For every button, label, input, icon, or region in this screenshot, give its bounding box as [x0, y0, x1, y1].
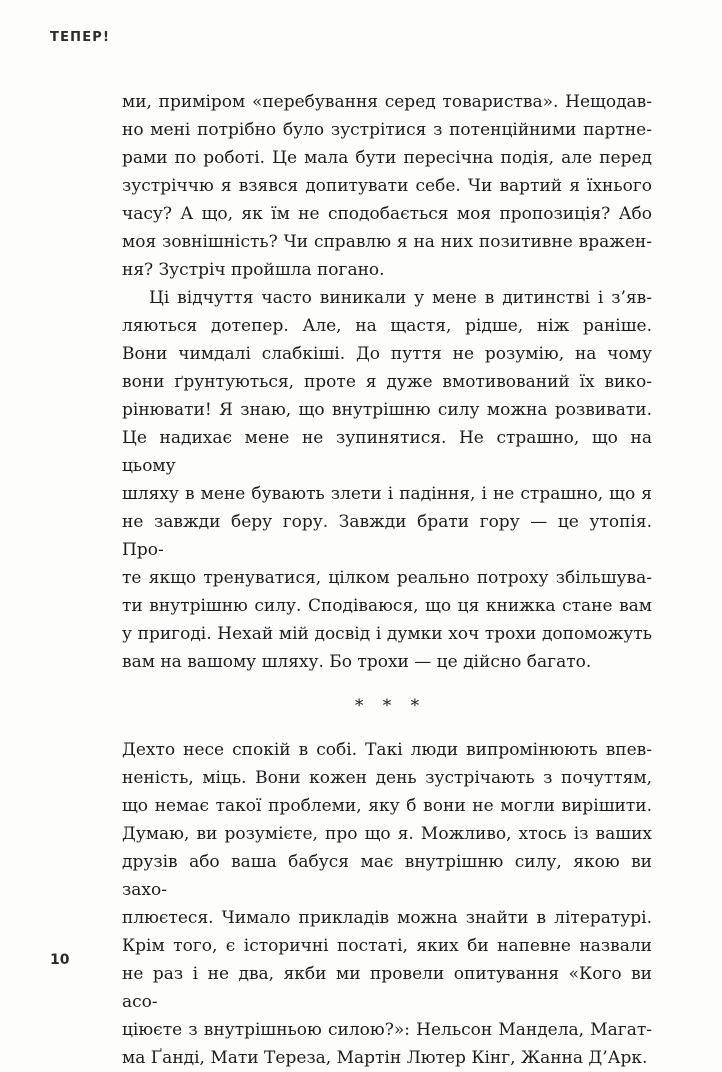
text-line: ми, приміром «перебування серед товариства». Нещодав- [122, 92, 652, 112]
text-line: Вони чимдалі слабкіші. До пуття не розумію, на чому [122, 344, 652, 364]
text-line: Дехто несе спокій в собі. Такі люди випромінюють впев- [122, 740, 652, 760]
text-line: те якщо тренуватися, цілком реально потроху збільшува- [122, 568, 652, 588]
text-line: друзів або ваша бабуся має внутрішню силу, якою ви захо- [122, 852, 652, 900]
text-line: ня? Зустріч пройшла погано. [122, 260, 385, 280]
text-line: Ці відчуття часто виникали у мене в дитинстві і з’яв- [149, 288, 652, 308]
text-line: Думаю, ви розумієте, про що я. Можливо, хтось із ваших [122, 824, 652, 844]
text-line: рінювати! Я знаю, що внутрішню силу можна розвивати. [122, 400, 652, 420]
text-line: неність, міць. Вони кожен день зустрічають з почуттям, [122, 768, 652, 788]
text-line: вони ґрунтуються, проте я дуже вмотивований їх вико- [122, 372, 652, 392]
text-line: зустріччю я взявся допитувати себе. Чи вартий я їхнього [122, 176, 652, 196]
page-body [122, 88, 652, 1072]
text-line: що немає такої проблеми, яку б вони не могли вирішити. [122, 796, 652, 816]
text-line: не завжди беру гору. Завжди брати гору — це утопія. Про- [122, 512, 652, 560]
text-line: ціюєте з внутрішньою силою?»: Нельсон Мандела, Магат- [122, 1020, 652, 1040]
text-line: моя зовнішність? Чи справлю я на них позитивне вражен- [122, 232, 652, 252]
paragraph [122, 736, 652, 1072]
text-line: не раз і не два, якби ми провели опитування «Кого ви асо- [122, 964, 652, 1012]
running-header: ТЕПЕР! [50, 30, 111, 45]
text-line: вам на вашому шляху. Бо трохи — це дійсно багато. [122, 652, 592, 672]
text-line: рами по роботі. Це мала бути пересічна подія, але перед [122, 148, 652, 168]
text-line: плюєтеся. Чимало прикладів можна знайти в літературі. [122, 908, 652, 928]
text-line: шляху в мене бувають злети і падіння, і не страшно, що я [122, 484, 652, 504]
paragraph [122, 88, 652, 284]
text-line: ти внутрішню силу. Сподіваюся, що ця книжка стане вам [122, 596, 652, 616]
section-separator: * * * [354, 696, 420, 716]
text-line: ляються дотепер. Але, на щастя, рідше, ніж раніше. [122, 316, 652, 336]
page-number: 10 [50, 952, 70, 968]
text-line: Це надихає мене не зупинятися. Не страшно, що на цьому [122, 428, 652, 476]
text-line: Крім того, є історичні постаті, яких би напевне назвали [122, 936, 652, 956]
text-line: но мені потрібно було зустрітися з потенційними партне- [122, 120, 652, 140]
text-line: ма Ґанді, Мати Тереза, Мартін Лютер Кінг, Жанна Д’Арк. [122, 1048, 648, 1068]
paragraph [122, 284, 652, 676]
text-line: у пригоді. Нехай мій досвід і думки хоч трохи допоможуть [122, 624, 652, 644]
text-line: часу? А що, як їм не сподобається моя пропозиція? Або [122, 204, 652, 224]
